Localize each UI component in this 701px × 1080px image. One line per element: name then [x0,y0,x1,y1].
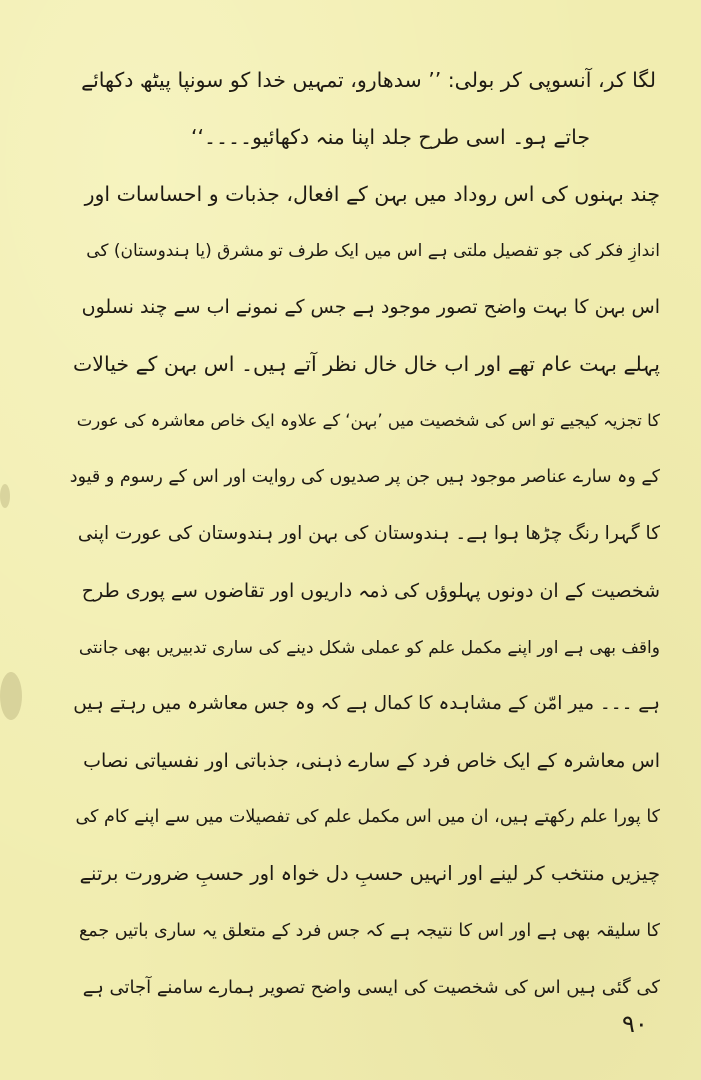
text-line: اس بہن کا بہت واضح تصور موجود ہے جس کے نمونے اب سے چند نسلوں [81,296,660,319]
text-line: جاتے ہو۔ اسی طرح جلد اپنا منہ دکھائیو۔۔۔۔‘‘ [190,125,590,150]
text-line: کا تجزیہ کیجیے تو اس کی شخصیت میں ’بہن‘ کے علاوہ ایک خاص معاشرہ کی عورت [76,410,660,430]
page-number: ۹۰ [622,1010,648,1038]
text-line: اندازِ فکر کی جو تفصیل ملتی ہے اس میں ایک طرف تو مشرق (یا ہندوستان) کی [86,240,660,261]
text-line: شخصیت کے ان دونوں پہلوؤں کی ذمہ داریوں اور تقاضوں سے پوری طرح [81,579,660,602]
text-line: چیزیں منتخب کر لینے اور انہیں حسبِ دل خواہ اور حسبِ ضرورت برتنے [79,862,660,886]
text-line: لگا کر، آنسوپی کر بولی: ’’ سدھارو، تمہیں خدا کو سونپا پیٹھ دکھائے [81,68,656,93]
text-line: ہے ۔۔۔ میر امّن کے مشاہدہ کا کمال ہے کہ وہ جس معاشرہ میں رہتے ہیں [73,693,660,715]
text-line: کی گئی ہیں اس کی شخصیت کی ایسی واضح تصویر ہمارے سامنے آجاتی ہے [82,976,660,998]
body-text [70,52,660,1016]
text-line: کا سلیقہ بھی ہے اور اس کا نتیجہ ہے کہ جس فرد کے متعلق یہ ساری باتیں جمع [78,920,660,941]
paper-stain [0,672,22,720]
text-line: کا پورا علم رکھتے ہیں، ان میں اس مکمل علم کی تفصیلات میں سے اپنے کام کی [75,807,660,828]
text-line: اس معاشرہ کے ایک خاص فرد کے سارے ذہنی، جذباتی اور نفسیاتی نصاب [83,749,660,772]
text-line: کے وہ سارے عناصر موجود ہیں جن پر صدیوں کی روایت اور اس کے رسوم و قیود [70,467,660,488]
text-line: پہلے بہت عام تھے اور اب خال خال نظر آتے ہیں۔ اس بہن کے خیالات [72,351,660,376]
text-line: چند بہنوں کی اس روداد میں بہن کے افعال، جذبات و احساسات اور [84,181,660,206]
text-line: کا گہرا رنگ چڑھا ہوا ہے۔ ہندوستان کی بہن اور ہندوستان کی عورت اپنی [77,523,660,545]
text-line: واقف بھی ہے اور اپنے مکمل علم کو عملی شکل دینے کی ساری تدبیریں بھی جانتی [78,637,660,658]
paper-stain [0,484,10,508]
